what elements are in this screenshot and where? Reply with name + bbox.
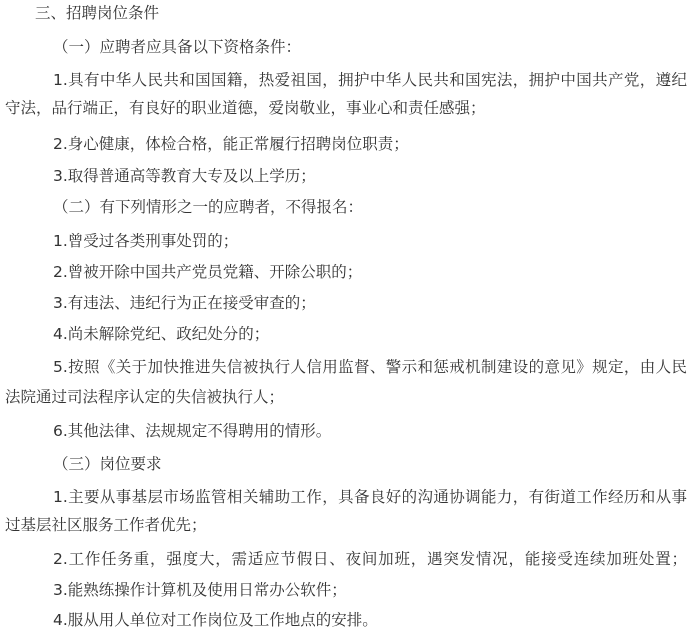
disqualification-item-1: 1.曾受过各类刑事处罚的； [53, 232, 239, 250]
qualification-item-1-line-2: 守法，品行端正，有良好的职业道德，爱岗敬业，事业心和责任感强； [5, 99, 486, 117]
subsection-heading-job-requirements: （三）岗位要求 [53, 455, 162, 473]
requirement-item-4: 4.服从用人单位对工作岗位及工作地点的安排。 [53, 611, 378, 629]
disqualification-item-5-line-1: 5.按照《关于加快推进失信被执行人信用监督、警示和惩戒机制建设的意见》规定，由人民 [53, 358, 687, 376]
disqualification-item-6: 6.其他法律、法规规定不得聘用的情形。 [53, 422, 332, 440]
subsection-heading-qualifications: （一）应聘者应具备以下资格条件： [53, 38, 302, 56]
requirement-item-2: 2.工作任务重，强度大，需适应节假日、夜间加班，遇突发情况，能接受连续加班处置； [53, 550, 687, 568]
disqualification-item-5-line-2: 法院通过司法程序认定的失信被执行人； [5, 388, 285, 406]
requirement-item-1-line-2: 过基层社区服务工作者优先； [5, 516, 207, 534]
disqualification-item-2: 2.曾被开除中国共产党员党籍、开除公职的； [53, 263, 363, 281]
qualification-item-2: 2.身心健康，体检合格，能正常履行招聘岗位职责； [53, 135, 409, 153]
subsection-heading-disqualifications: （二）有下列情形之一的应聘者，不得报名： [53, 198, 364, 216]
section-heading: 三、招聘岗位条件 [35, 4, 160, 22]
qualification-item-1-line-1: 1.具有中华人民共和国国籍，热爱祖国，拥护中华人民共和国宪法，拥护中国共产党，遵纪 [53, 71, 687, 89]
disqualification-item-3: 3.有违法、违纪行为正在接受审查的； [53, 294, 316, 312]
requirement-item-3: 3.能熟练操作计算机及使用日常办公软件； [53, 581, 347, 599]
disqualification-item-4: 4.尚未解除党纪、政纪处分的； [53, 325, 270, 343]
qualification-item-3: 3.取得普通高等教育大专及以上学历； [53, 167, 316, 185]
requirement-item-1-line-1: 1.主要从事基层市场监管相关辅助工作，具备良好的沟通协调能力，有街道工作经历和从事 [53, 488, 687, 506]
